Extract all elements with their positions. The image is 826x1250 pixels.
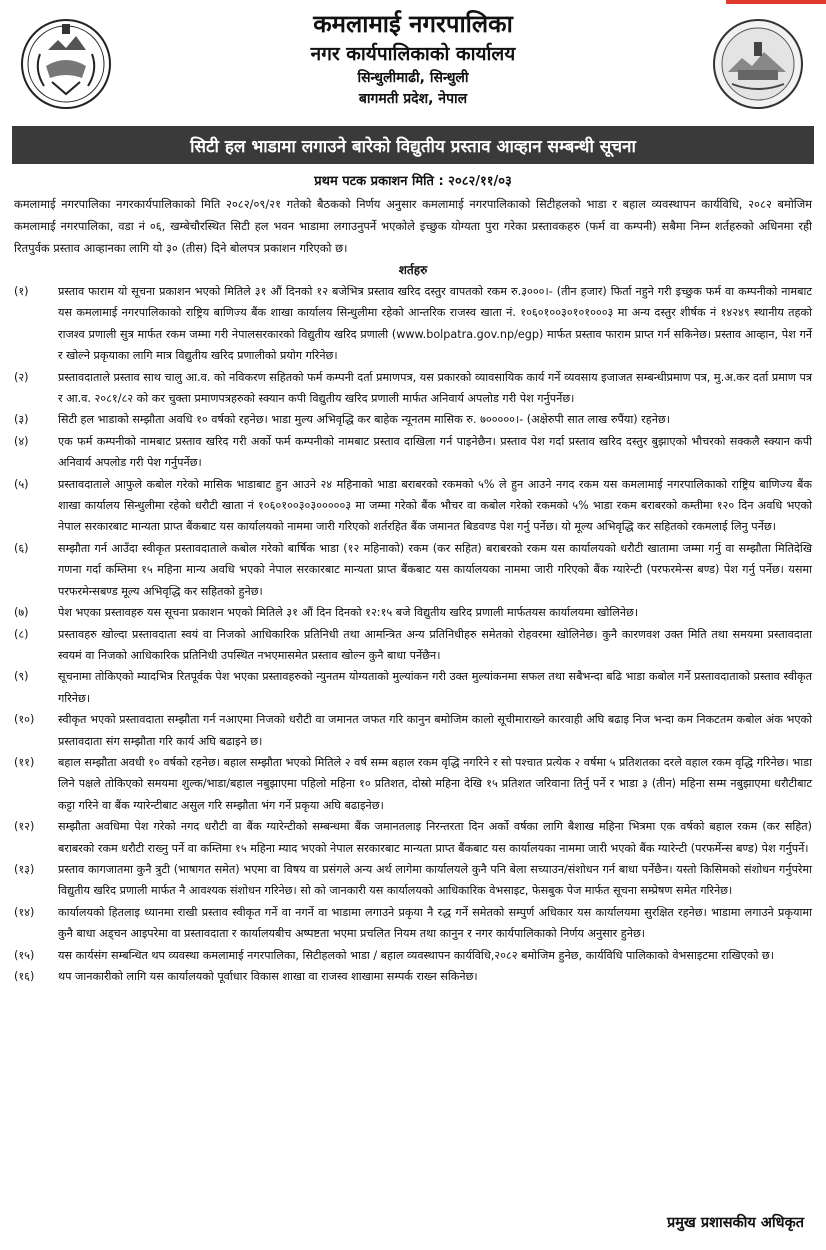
condition-text: प्रस्तावदाताले प्रस्ताव साथ चालु आ.व. को नविकरण सहितको फर्म कम्पनी दर्ता प्रमाणपत्र, यस प्रकारको व्यावसायिक कार्य गर्ने व्यवसाय इजाजत सम्बन्धीप्रमाण पत्र, मु.अ.कर दर्ता प्रमाण पत्र र आ.व. २०८१/८२ को कर चुक्ता प्रमाणपत्रहरुको स्क्यान कपी विद्युतीय खरिद प्रणाली मार्फत अनिवार्य अपलोड गरी पेश गर्नुपर्नेछ। bbox=[58, 370, 812, 406]
condition-number: (१०) bbox=[14, 713, 35, 727]
condition-text: सम्झौता अवधिमा पेश गरेको नगद धरौटी वा बैंक ग्यारेन्टीको सम्बन्धमा बैंक जमानतलाइ निरन्तरता दिन अर्को वर्षका लागि बैशाख महिना भित्रमा एक वर्षको बहाल रकम (कर सहित) बराबरको रकम धरौटी राख्नु पर्ने वा कम्तिमा १५ महिना म्याद भएको नेपाल सरकारबाट मान्यता प्राप्त बैंकबाट यस कार्यालयका नाममा जारी भएको बैंक ग्यारेन्टी (परफर्मेन्स बण्ड) पेश गर्नुपर्ने। bbox=[58, 820, 812, 855]
condition-item bbox=[14, 945, 812, 966]
letterhead-text bbox=[150, 8, 676, 110]
condition-text: सम्झौता गर्न आउँदा स्वीकृत प्रस्तावदाताले कबोल गरेको बार्षिक भाडा (१२ महिनाको) रकम (कर सहित) बराबरको रकम यस कार्यालयको धरौटी खातामा जम्मा गर्नु वा सम्झौता मितिदेखि गणना गर्दा कम्तिमा १५ महिना मान्य अवधि भएको नेपाल सरकारबाट मान्यता प्राप्त बैंकबाट यस कार्यालयका नाममा जारी गरिएको बैंक ग्यारेन्टी (परफरमेन्स बण्ड) पेश गर्नु पर्नेछ। यसमा परफरमेन्सबण्ड मूल्य अभिवृद्धि कर सहितको हुनेछ। bbox=[58, 541, 812, 598]
condition-text: प्रस्ताव फाराम यो सूचना प्रकाशन भएको मितिले ३१ औं दिनको १२ बजेभित्र प्रस्ताव खरिद दस्तुर वापतको रकम रु.३०००।- (तीन हजार) फिर्ता नहुने गरी इच्छुक फर्म वा कम्पनीको नामबाट यस कमलामाई नगरपालिकाको राष्ट्रिय बाणिज्य बैंक शाखा कार्यालय सिन्धुलीमा रहेको आन्तरिक राजस्व खाता नं. १०६०१००३०१०१०००३ मा अन्य दस्तुर शीर्षक नं १४२४९ स्थानीय तहको राजश्व प्रणाली सुत्र मार्फत रकम जम्मा गरी नेपालसरकारको विद्युतीय खरिद प्रणाली (www.bolpatra.gov.np/egp) मार्फत प्रस्ताव फाराम प्राप्त गर्न सकिनेछ। प्रस्ताव आव्हान, पेश गर्ने र खोल्ने प्रकृयाका लागि मात्र विद्युतीय खरिद प्रणालीको प्रयोग गरिनेछ। bbox=[58, 285, 812, 363]
intro-paragraph: कमलामाई नगरपालिका नगरकार्यपालिकाको मिति २०८२/०९/२१ गतेको बैठकको निर्णय अनुसार कमलामाई नगरपालिकाको सिटीहलको भाडा र बहाल व्यवस्थापन कार्यविधि, २०८२ बमोजिम कमलामाई नगरपालिका, वडा नं ०६, खम्बेचौरस्थित सिटी हल भवन भाडामा लगाउनुपर्ने भएकोले इच्छुक योग्यता पुरा गरेका प्रस्तावकहरु (फर्म वा कम्पनी) सबैमा निम्न शर्तहरुको अधिनमा रही रितपुर्वक प्रस्ताव आव्हानका लागि यो ३० (तीस) दिने बोलपत्र प्रकाशन गरिएको छ। bbox=[14, 197, 812, 255]
condition-item bbox=[14, 816, 812, 859]
condition-number: (९) bbox=[14, 670, 29, 684]
notice-body bbox=[14, 171, 812, 987]
org-name: कमलामाई नगरपालिका bbox=[313, 10, 513, 38]
condition-number: (१६) bbox=[14, 970, 35, 983]
condition-item bbox=[14, 367, 812, 410]
condition-text: एक फर्म कम्पनीको नामबाट प्रस्ताव खरिद गरी अर्को फर्म कम्पनीको नामबाट प्रस्ताव दाखिला गर्न पाइनेछैन। प्रस्ताव पेश गर्दा प्रस्ताव खरिद दस्तुर बुझाएको भौचरको सक्कलै स्क्यान कपी अनिवार्य अपलोड गरी पेश गर्नुपर्नेछ। bbox=[58, 434, 812, 470]
condition-item bbox=[14, 538, 812, 602]
condition-text: थप जानकारीको लागि यस कार्यालयको पूर्वाधार विकास शाखा वा राजस्व शाखामा सम्पर्क राख्न सकिनेछ। bbox=[58, 970, 478, 983]
condition-text: प्रस्ताव कागजातमा कुनै त्रुटी (भाषागत समेत) भएमा वा विषय वा प्रसंगले अन्य अर्थ लागेमा कार्यालयले कुनै पनि बेला सच्याउन/संशोधन गर्न बाधा पर्नेछैन। यस्तो किसिमको संशोधन गर्नुपरेमा विद्युतीय खरिद प्रणाली मार्फत नै आवश्यक संशोधन गरिनेछ। सो को जानकारी यस कार्यालयको आधिकारिक वेभसाइट, फेसबुक पेज मार्फत सूचना सम्प्रेषण समेत गरिनेछ। bbox=[58, 862, 812, 898]
condition-number: (२) bbox=[14, 370, 29, 384]
condition-text: यस कार्यसंग सम्बन्धित थप व्यवस्था कमलामाई नगरपालिका, सिटीहलको भाडा / बहाल व्यवस्थापन कार्यविधि,२०८२ बमोजिम हुनेछ, कार्यविधि पालिकाको वेभसाइटमा राखिएको छ। bbox=[58, 948, 774, 962]
condition-item bbox=[14, 474, 812, 538]
condition-item bbox=[14, 431, 812, 474]
condition-number: (१५) bbox=[14, 948, 35, 962]
condition-item bbox=[14, 409, 812, 430]
condition-number: (१४) bbox=[14, 905, 35, 919]
address-line-1: सिन्धुलीमाढी, सिन्धुली bbox=[357, 70, 469, 86]
conditions-heading: शर्तहरु bbox=[398, 263, 428, 277]
condition-item bbox=[14, 624, 812, 667]
condition-number: (४) bbox=[14, 434, 29, 448]
condition-number: (५) bbox=[14, 477, 29, 491]
letterhead bbox=[0, 0, 826, 120]
condition-text: प्रस्तावहरु खोल्दा प्रस्तावदाता स्वयं वा निजको आधिकारिक प्रतिनिधी तथा आमन्त्रित अन्य प्रतिनिधीहरु समेतको रोहवरमा खोलिनेछ। कुनै कारणवश उक्त मिति तथा समयमा प्रस्तावदाता स्वयमं वा निजको आधिकारिक प्रतिनिधी उपस्थित नभएमासमेत प्रस्ताव खोल्न कुनै बाधा पर्नेछैन। bbox=[58, 627, 812, 662]
condition-text: पेश भएका प्रस्तावहरु यस सूचना प्रकाशन भएको मितिले ३१ औं दिन दिनको १२:१५ बजे विद्युतीय खरिद प्रणाली मार्फतयस कार्यालयमा खोलिनेछ। bbox=[58, 606, 639, 620]
address-line-2: बागमती प्रदेश, नेपाल bbox=[358, 91, 468, 107]
municipality-seal-icon bbox=[712, 18, 804, 110]
condition-item bbox=[14, 281, 812, 367]
condition-number: (१२) bbox=[14, 820, 35, 834]
condition-number: (३) bbox=[14, 413, 29, 427]
condition-number: (७) bbox=[14, 606, 29, 620]
condition-text: सूचनामा तोकिएको म्यादभित्र रितपूर्वक पेश भएका प्रस्तावहरुको न्युनतम योग्यताको मुल्यांकन गरी उक्त मुल्यांकनमा सफल तथा सबैभन्दा बढि भाडा कबोल गर्ने प्रस्तावदाताको प्रस्ताव स्वीकृत गरिनेछ। bbox=[58, 670, 812, 705]
condition-text: कार्यालयको हितलाइ ध्यानमा राखी प्रस्ताव स्वीकृत गर्ने वा नगर्ने वा भाडामा लगाउने प्रकृया नै रद्ध गर्ने समेतको सम्पुर्ण अधिकार यस कार्यालयमा सुरक्षित रहनेछ। भाडामा लगाउने प्रकृयामा कुनै बाधा अड्चन आइपरेमा वा प्रस्तावदाता र कार्यालयबीच अष्पष्टता भएमा प्रचलित नियम तथा कानुन र नगर कार्यपालिकाको निर्णय अनुसार हुनेछ। bbox=[58, 905, 812, 941]
condition-item bbox=[14, 709, 812, 752]
condition-item bbox=[14, 859, 812, 902]
office-name: नगर कार्यपालिकाको कार्यालय bbox=[310, 43, 516, 65]
condition-item bbox=[14, 666, 812, 709]
condition-item bbox=[14, 602, 812, 623]
conditions-list bbox=[14, 281, 812, 987]
nepal-emblem-icon bbox=[18, 14, 114, 110]
condition-item bbox=[14, 902, 812, 945]
condition-number: (१) bbox=[14, 285, 29, 298]
condition-item bbox=[14, 966, 812, 987]
condition-text: प्रस्तावदाताले आफुले कबोल गरेको मासिक भाडाबाट हुन आउने २४ महिनाको भाडा बराबरको रकमको ५% ले हुन आउने नगद रकम यस कमलामाई नगरपालिकाको राष्ट्रिय बाणिज्य बैंक शाखा कार्यालय सिन्धुलीमा रहेको धरौटी खाता नं १०६०१००३०३०००००३ मा जम्मा गरेको बैंक भौचर वा कबोल गरेको रकमको ५% भाडा रकम बराबरको कम्तीमा १२० दिन अवधि भएको नेपाल सरकारबाट मान्यता प्राप्त बैंकबाट यस कार्यालयको नाममा जारी गरिएको शर्तरहित बैंक जमानत बिडवण्ड पेश गर्नु पर्नेछ। यो मूल्य अभिवृद्धि कर सहितको रकमलाई लिनु पर्नेछ। bbox=[58, 477, 812, 534]
condition-number: (११) bbox=[14, 755, 35, 769]
condition-item bbox=[14, 752, 812, 816]
condition-text: सिटी हल भाडाको सम्झौता अवधि १० वर्षको रहनेछ। भाडा मुल्य अभिवृद्धि कर बाहेक न्यूनतम मासिक रु. ७०००००।- (अक्षेरुपी सात लाख रुपैंया) रहनेछ। bbox=[58, 413, 670, 427]
condition-text: बहाल सम्झौता अवधी १० वर्षको रहनेछ। बहाल सम्झौता भएको मितिले २ वर्ष सम्म बहाल रकम वृद्धि नगरिने र सो पश्चात प्रत्येक २ वर्षमा ५ प्रतिशतका दरले वहाल रकम वृद्धि गरिनेछ। भाडा लिने पक्षले तोकिएको समयमा शुल्क/भाडा/बहाल नबुझाएमा पहिलो महिना १० प्रतिशत, दोस्रो महिना देखि १५ प्रतिशत जरिवाना तिर्नु पर्ने र भाडा ३ (तीन) महिना सम्म नबुझाएमा धरौटीबाट कट्टा गरिने वा बैंक ग्यारेन्टीबाट असुल गरि सम्झौता भंग गर्ने प्रकृया अघि बढाइनेछ। bbox=[58, 755, 812, 812]
condition-number: (८) bbox=[14, 627, 29, 641]
condition-text: स्वीकृत भएको प्रस्तावदाता सम्झौता गर्न नआएमा निजको धरौटी वा जमानत जफत गरि कानुन बमोजिम कालो सूचीमाराख्ने कारवाही अघि बढाइ निज भन्दा कम निकटतम कबोल अंक भएको प्रस्तावदाता संग सम्झौता गरि कार्य अघि बढाइने छ। bbox=[58, 713, 812, 748]
publication-date: प्रथम पटक प्रकाशन मिति : २०८२/११/०३ bbox=[314, 174, 512, 189]
notice-title: सिटी हल भाडामा लगाउने बारेको विद्युतीय प्रस्ताव आव्हान सम्बन्धी सूचना bbox=[12, 126, 814, 164]
condition-number: (६) bbox=[14, 541, 29, 555]
condition-number: (१३) bbox=[14, 862, 35, 876]
signatory-title: प्रमुख प्रशासकीय अधिकृत bbox=[667, 1215, 804, 1231]
